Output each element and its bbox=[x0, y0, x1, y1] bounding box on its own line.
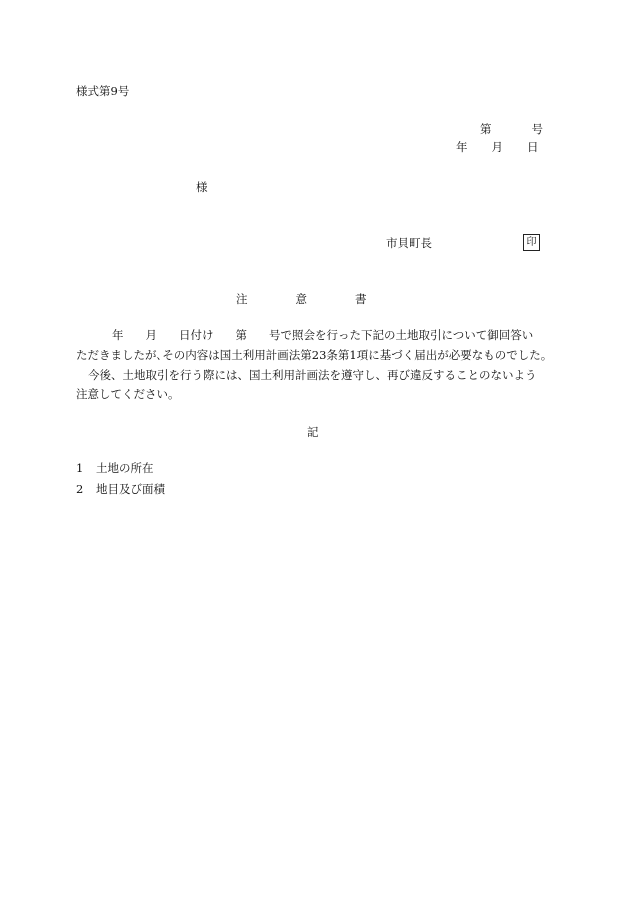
body-line-1 bbox=[76, 330, 533, 342]
addressee-honorific: 様 bbox=[196, 180, 208, 194]
title-char-1: 注 bbox=[236, 292, 248, 306]
body-line-4: 注意してください。 bbox=[76, 387, 180, 401]
list-item bbox=[76, 463, 154, 475]
line1-dated: 日付け bbox=[179, 328, 214, 342]
document-title bbox=[236, 294, 367, 306]
line1-month: 月 bbox=[145, 328, 157, 342]
date-year: 年 bbox=[456, 140, 468, 154]
line1-dai: 第 bbox=[235, 328, 247, 342]
date-day: 日 bbox=[527, 140, 539, 154]
document-number-dai: 第 bbox=[480, 122, 492, 136]
title-char-2: 意 bbox=[295, 292, 307, 306]
body-line-3: 今後、土地取引を行う際には、国土利用計画法を遵守し、再び違反することのないよう bbox=[88, 368, 537, 382]
document-number-go: 号 bbox=[531, 122, 543, 136]
document-number bbox=[480, 124, 543, 136]
line1-year: 年 bbox=[112, 328, 124, 342]
item-number: 1 bbox=[76, 461, 84, 475]
ki-mark: 記 bbox=[307, 425, 319, 439]
line1-rest: 号で照会を行った下記の土地取引について御回答い bbox=[269, 328, 534, 342]
seal-mark: 印 bbox=[523, 234, 540, 251]
item-label: 土地の所在 bbox=[96, 461, 154, 475]
form-number: 様式第9号 bbox=[76, 84, 130, 98]
date-month: 月 bbox=[491, 140, 503, 154]
list-item bbox=[76, 484, 165, 496]
item-label: 地目及び面積 bbox=[96, 482, 165, 496]
issuer-title: 市貝町長 bbox=[386, 236, 432, 250]
title-char-3: 書 bbox=[355, 292, 367, 306]
document-date bbox=[456, 142, 539, 154]
body-line-2: ただきましたが､その内容は国土利用計画法第23条第1項に基づく届出が必要なものでした。 bbox=[76, 348, 553, 362]
item-number: 2 bbox=[76, 482, 84, 496]
